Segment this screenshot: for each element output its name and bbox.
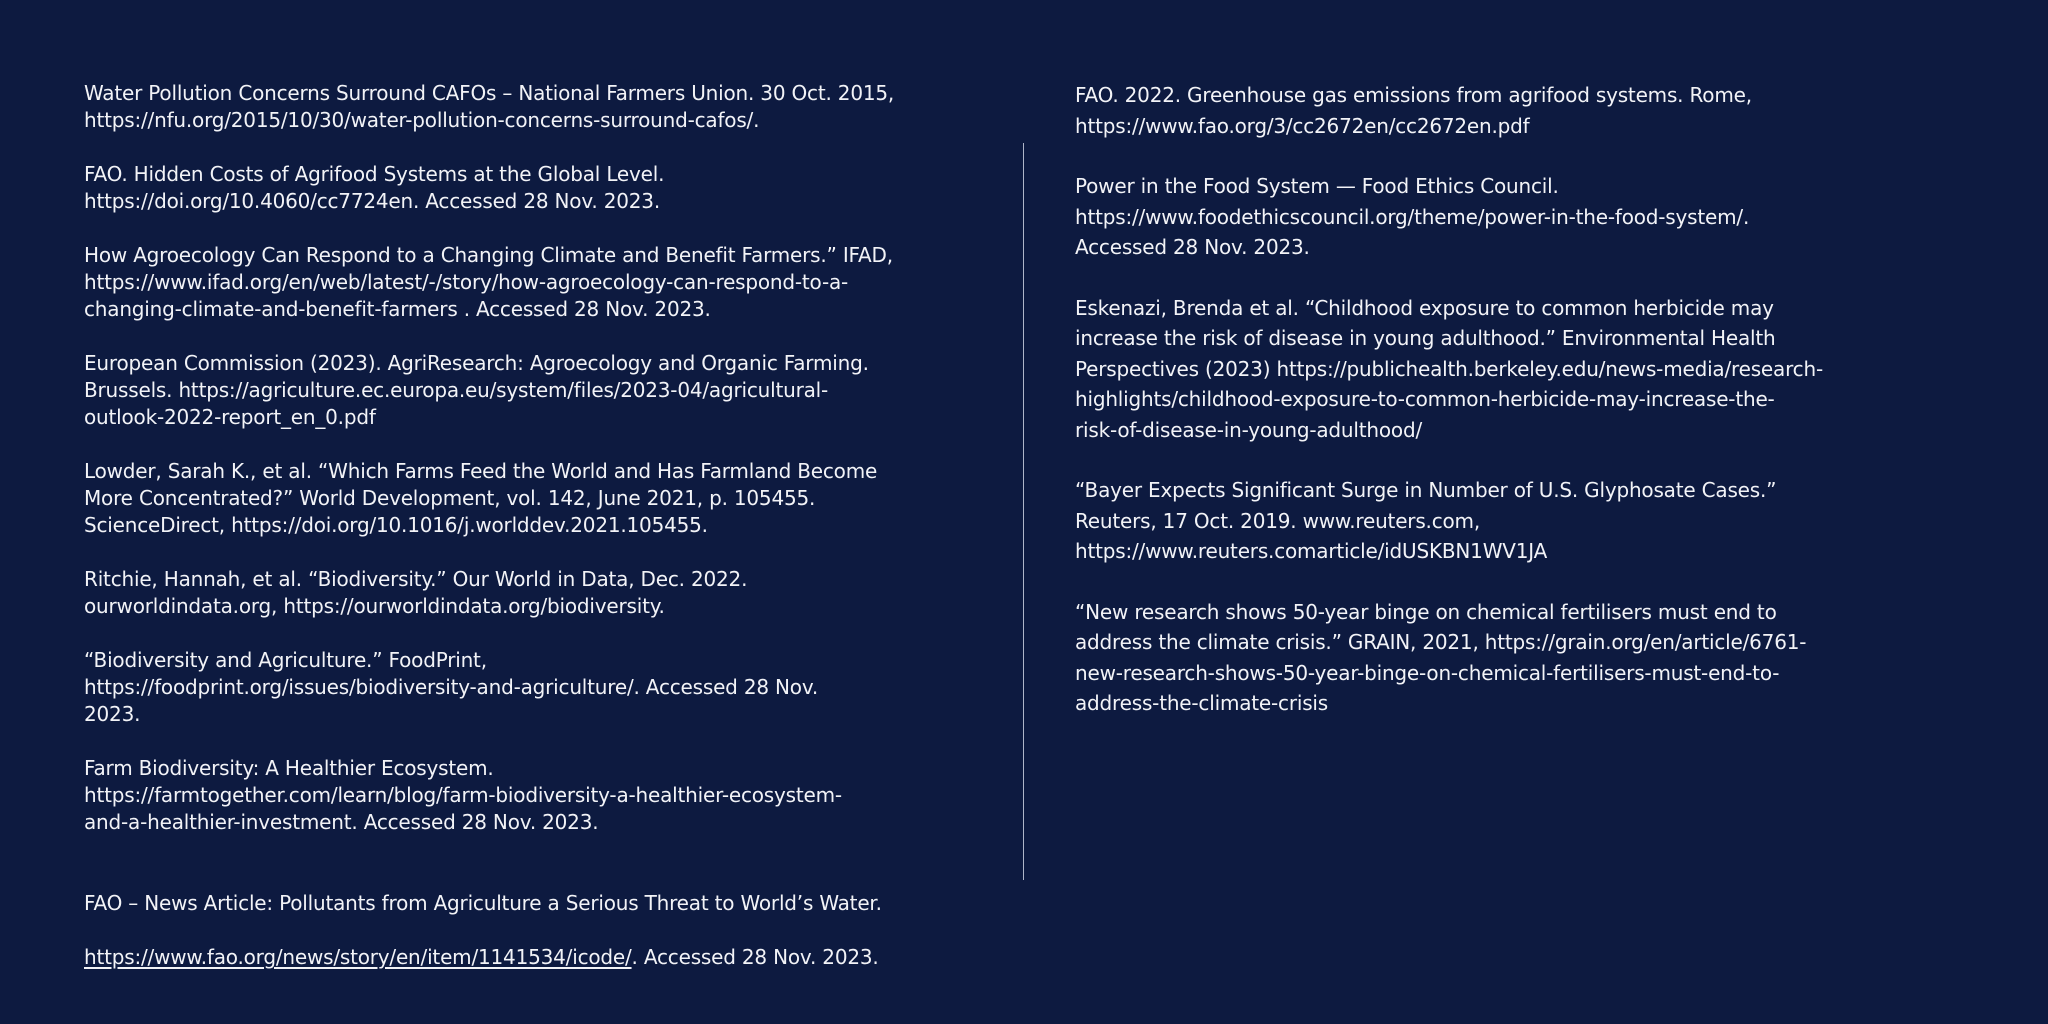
- reference-entry: Farm Biodiversity: A Healthier Ecosystem. https://farmtogether.com/learn/blog/farm-biodiversity-a-healthier-ecosystem- and-a-healthier-investment. Accessed 28 Nov. 2023.: [84, 756, 842, 834]
- reference-entry: Eskenazi, Brenda et al. “Childhood exposure to common herbicide may increase the risk of disease in young adulthood.” Environmental Health Perspectives (2023) https://publichealth.berkeley.edu/news-media/research- highlights/childhood-exposure-to-common-herbicide-may-increase-the- risk-of-disease-in-young-adulthood/: [1075, 295, 1823, 442]
- reference-entry: FAO. Hidden Costs of Agrifood Systems at the Global Level. https://doi.org/10.4060/cc7724en. Accessed 28 Nov. 2023.: [84, 162, 665, 213]
- references-left-column: [84, 80, 984, 998]
- fao-news-link[interactable]: https://www.fao.org/news/story/en/item/1141534/icode/: [84, 945, 632, 969]
- reference-entry: Lowder, Sarah K., et al. “Which Farms Feed the World and Has Farmland Become More Concentrated?” World Development, vol. 142, June 2021, p. 105455. ScienceDirect, https://doi.org/10.1016/j.worlddev.2021.105455.: [84, 459, 878, 537]
- fao-news-title: FAO – News Article: Pollutants from Agriculture a Serious Threat to World’s Water.: [84, 891, 882, 915]
- reference-entry: Water Pollution Concerns Surround CAFOs – National Farmers Union. 30 Oct. 2015, https://nfu.org/2015/10/30/water-pollution-concerns-surround-cafos/.: [84, 81, 895, 132]
- reference-entry: Power in the Food System — Food Ethics Council. https://www.foodethicscouncil.org/theme/power-in-the-food-system/. Accessed 28 Nov. 2023.: [1075, 174, 1750, 259]
- reference-entry: “New research shows 50-year binge on chemical fertilisers must end to address the climate crisis.” GRAIN, 2021, https://grain.org/en/article/6761- new-research-shows-50-year-binge-on-chemical-fertilisers-must-end-to- address-the-climate-crisis: [1075, 599, 1807, 715]
- reference-entry: “Bayer Expects Significant Surge in Number of U.S. Glyphosate Cases.” Reuters, 17 Oct. 2019. www.reuters.com, https://www.reuters.comarticle/idUSKBN1WV1JA: [1075, 478, 1777, 563]
- reference-entry: “Biodiversity and Agriculture.” FoodPrint, https://foodprint.org/issues/biodiversity-and-agriculture/. Accessed 28 Nov. 2023.: [84, 648, 819, 726]
- reference-entry: FAO. 2022. Greenhouse gas emissions from agrifood systems. Rome, https://www.fao.org/3/cc2672en/cc2672en.pdf: [1075, 83, 1752, 138]
- reference-entry: Ritchie, Hannah, et al. “Biodiversity.” Our World in Data, Dec. 2022. ourworldindata.org, https://ourworldindata.org/biodiversity.: [84, 567, 748, 618]
- fao-news-accessed: . Accessed 28 Nov. 2023.: [631, 945, 879, 969]
- references-right-column: [1075, 80, 1945, 749]
- reference-entry-fao-news: [84, 863, 984, 971]
- reference-entry: How Agroecology Can Respond to a Changing Climate and Benefit Farmers.” IFAD, https://www.ifad.org/en/web/latest/-/story/how-agroecology-can-respond-to-a- changing-climate-and-benefit-farmers . Accessed 28 Nov. 2023.: [84, 243, 893, 321]
- column-divider: [1023, 143, 1024, 880]
- reference-entry: European Commission (2023). AgriResearch: Agroecology and Organic Farming. Brussels. https://agriculture.ec.europa.eu/system/files/2023-04/agricultural- outlook-2022-report_en_0.pdf: [84, 351, 869, 429]
